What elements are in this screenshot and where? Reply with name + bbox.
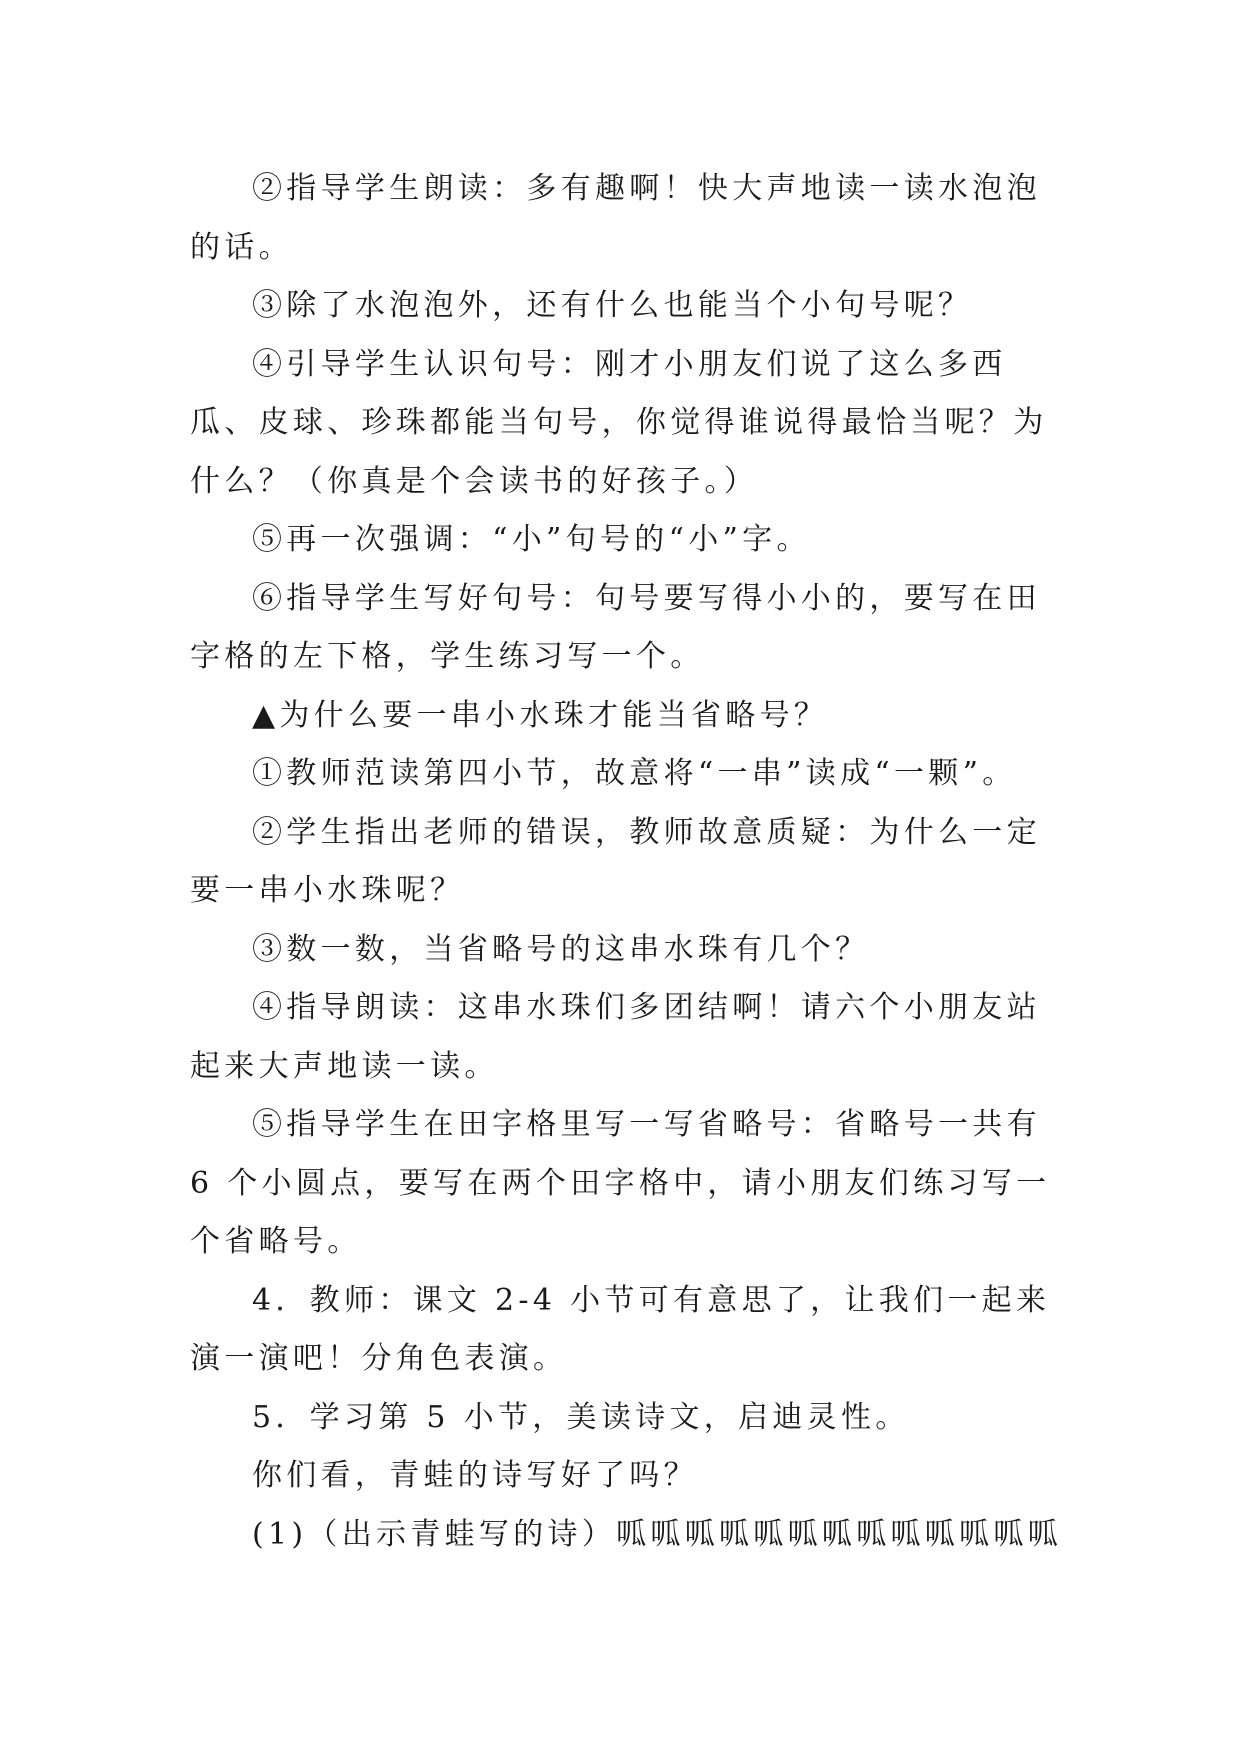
paragraph: ②学生指出老师的错误，教师故意质疑：为什么一定要一串小水珠呢？ (190, 814, 1041, 908)
paragraph: ⑤指导学生在田字格里写一写省略号：省略号一共有 6 个小圆点，要写在两个田字格中，请小朋友们练习写一个省略号。 (190, 1107, 1051, 1259)
paragraph: ⑤再一次强调：“小”句号的“小”字。 (252, 522, 811, 557)
paragraph: 5．学习第 5 小节，美读诗文，启迪灵性。 (252, 1399, 910, 1435)
paragraph: (1)（出示青蛙写的诗）呱呱呱呱呱呱呱呱呱呱呱呱呱 (252, 1516, 1062, 1552)
paragraph: ③数一数，当省略号的这串水珠有几个？ (252, 931, 870, 967)
paragraph: ④引导学生认识句号：刚才小朋友们说了这么多西瓜、皮球、珍珠都能当句号，你觉得谁说得最恰当呢？为什么？（你真是个会读书的好孩子。） (190, 346, 1048, 499)
paragraph: ②指导学生朗读：多有趣啊！快大声地读一读水泡泡的话。 (190, 171, 1041, 265)
paragraph: 你们看，青蛙的诗写好了吗？ (252, 1458, 698, 1493)
paragraph: ⑥指导学生写好句号：句号要写得小小的，要写在田字格的左下格，学生练习写一个。 (190, 580, 1041, 674)
section-heading: ▲为什么要一串小水珠才能当省略号？ (252, 697, 829, 733)
paragraph: ①教师范读第四小节，故意将“一串”读成“一颗”。 (252, 756, 1017, 791)
paragraph: ④指导朗读：这串水珠们多团结啊！请六个小朋友站起来大声地读一读。 (190, 990, 1041, 1084)
paragraph: 4．教师：课文 2-4 小节可有意思了，让我们一起来演一演吧！分角色表演。 (190, 1282, 1051, 1376)
body-text (190, 160, 1070, 1564)
paragraph: ③除了水泡泡外，还有什么也能当个小句号呢？ (252, 288, 973, 323)
